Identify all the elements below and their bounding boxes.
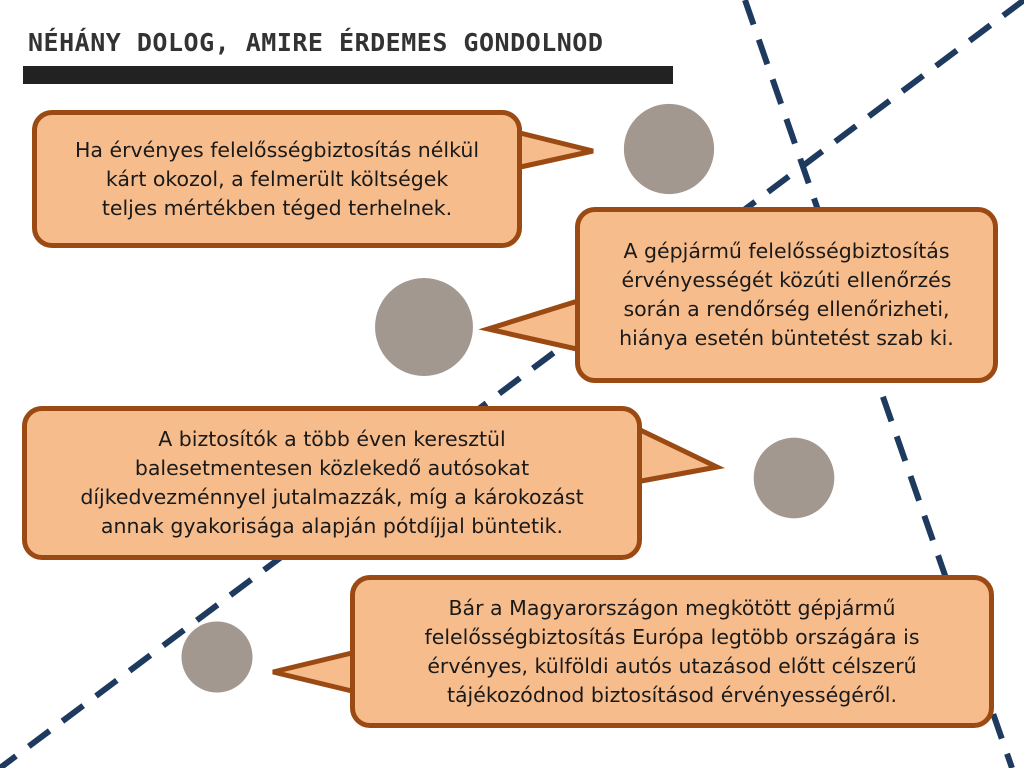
tip-3-text: A biztosítók a több éven keresztül balesetmentesen közlekedő autósokat díjkedvezménnyel jutalmazzák, míg a károkozást annak gyakorisága alapján pótdíjjal büntetik. [80,427,584,538]
page-title: NÉHÁNY DOLOG, AMIRE ÉRDEMES GONDOLNOD [28,28,604,57]
quote-face-icon [373,276,475,378]
tip-1-text: Ha érvényes felelősségbiztosítás nélkül kárt okozol, a felmerült költségek teljes mértékben téged terhelnek. [74,137,480,220]
tip-4-text: Bár a Magyarországon megkötött gépjármű felelősségbiztosítás Európa legtöbb országára is érvényes, külföldi autós utazásod előtt célszerű tájékozódnod biztosításod érvényességéről. [424,595,920,707]
quote-face-icon [622,102,716,196]
title-underline-bar [23,66,673,84]
tip-bubble-4 [350,575,994,728]
quote-face-icon [752,436,836,520]
quote-face-icon [180,620,254,694]
tip-bubble-1 [32,110,522,248]
tip-bubble-2 [575,207,998,383]
tip-bubble-3 [22,406,642,560]
tip-2-text: A gépjármű felelősségbiztosítás érvényességét közúti ellenőrzés során a rendőrség ellenőrizheti, hiánya esetén büntetést szab ki. [619,239,954,350]
